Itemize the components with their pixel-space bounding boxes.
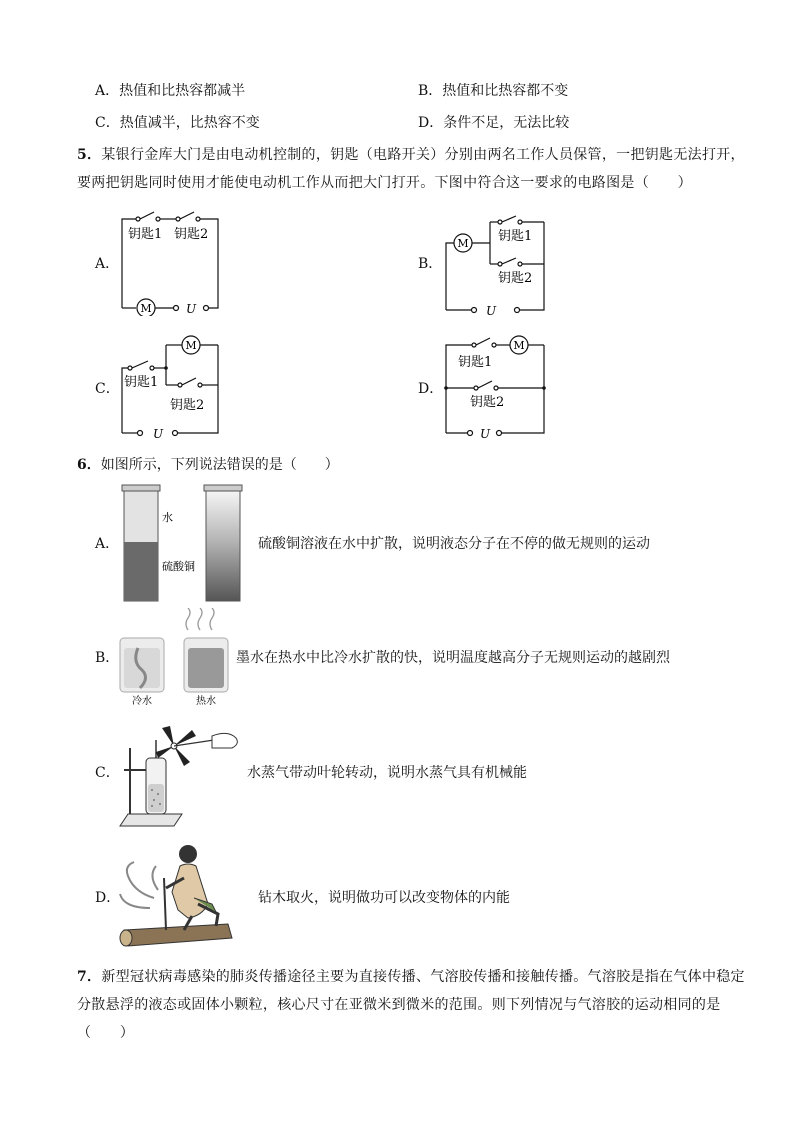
question-7	[77, 963, 747, 1047]
cold-water-label: 冷水	[132, 696, 152, 707]
hot-water-label: 热水	[196, 696, 216, 707]
key1-label: 钥匙1	[128, 227, 163, 242]
question-5	[77, 141, 747, 197]
svg-text:M: M	[457, 237, 469, 250]
q6-option-c-label: C．	[95, 765, 120, 781]
q6-figure-b-beakers	[116, 608, 236, 708]
q4-option-c: C．热值减半，比热容不变	[95, 115, 260, 131]
q5-option-d-label: D．	[418, 381, 444, 397]
svg-text:M: M	[513, 339, 525, 352]
svg-text:钥匙1: 钥匙1	[458, 355, 493, 370]
q6-figure-c-steam-turbine	[114, 718, 242, 836]
svg-text:U: U	[480, 427, 491, 441]
q5-circuit-d	[440, 333, 550, 445]
question-number: 6．	[77, 457, 101, 473]
copper-sulfate-label: 硫酸铜	[162, 560, 195, 573]
question-6	[77, 455, 339, 475]
svg-text:钥匙1: 钥匙1	[124, 375, 159, 390]
q5-option-b-label: B．	[418, 256, 443, 272]
svg-text:钥匙2: 钥匙2	[170, 398, 205, 413]
q4-option-a: A．热值和比热容都减半	[95, 83, 246, 99]
q6-figure-d-drilling-wood	[114, 838, 244, 956]
svg-text:钥匙2: 钥匙2	[498, 271, 533, 286]
q4-option-d: D．条件不足，无法比较	[418, 115, 570, 131]
q5-circuit-c	[118, 333, 228, 445]
q6-option-b-label: B．	[95, 650, 120, 666]
q6-option-a-text: 硫酸铜溶液在水中扩散，说明液态分子在不停的做无规则的运动	[258, 536, 650, 552]
q6-figure-a-diffusion-tubes	[118, 482, 253, 604]
key2-label: 钥匙2	[174, 227, 209, 242]
question-number: 5．	[77, 147, 102, 163]
svg-text:钥匙2: 钥匙2	[470, 395, 505, 410]
question-text: 某银行金库大门是由电动机控制的，钥匙（电路开关）分别由两名工作人员保管，一把钥匙无法打开，要两把钥匙同时使用才能使电动机工作从而把大门打开。下图中符合这一要求的电路图是（ ）	[77, 147, 745, 191]
svg-text:钥匙1: 钥匙1	[498, 229, 533, 244]
q5-option-a-label: A．	[95, 256, 120, 272]
svg-text:U: U	[486, 304, 497, 318]
q6-option-d-text: 钻木取火，说明做功可以改变物体的内能	[258, 890, 510, 906]
q5-circuit-a	[118, 204, 228, 316]
q6-option-b-text: 墨水在热水中比冷水扩散的快，说明温度越高分子无规则运动的越剧烈	[236, 650, 670, 666]
q5-circuit-b	[440, 212, 550, 322]
q6-option-c-text: 水蒸气带动叶轮转动，说明水蒸气具有机械能	[247, 765, 527, 781]
question-number: 7．	[77, 969, 102, 985]
q5-option-c-label: C．	[95, 381, 120, 397]
svg-text:U: U	[153, 427, 164, 441]
question-text: 新型冠状病毒感染的肺炎传播途径主要为直接传播、气溶胶传播和接触传播。气溶胶是指在气体中稳定分散悬浮的液态或固体小颗粒，核心尺寸在亚微米到微米的范围。则下列情况与气溶胶的运动相同的是（ ）	[77, 969, 745, 1041]
q4-option-b: B．热值和比热容都不变	[418, 83, 569, 99]
water-label: 水	[162, 511, 173, 524]
motor-symbol: M	[140, 302, 152, 315]
question-text: 如图所示，下列说法错误的是（ ）	[100, 457, 339, 473]
source-symbol: U	[185, 302, 197, 316]
q6-option-a-label: A．	[95, 536, 120, 552]
q6-option-d-label: D．	[95, 890, 121, 906]
svg-text:M: M	[185, 339, 197, 352]
